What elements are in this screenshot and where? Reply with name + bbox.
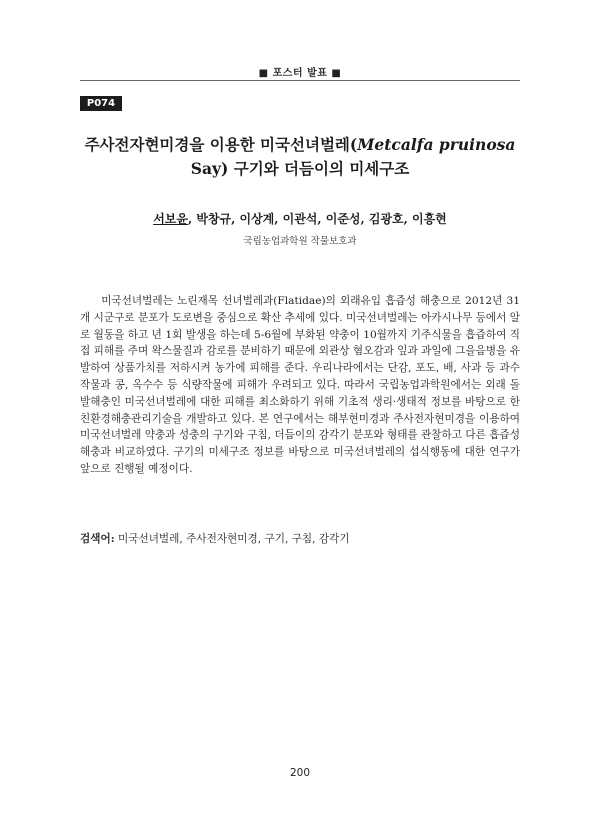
paper-title <box>70 133 530 181</box>
keywords-text: 미국선녀벌레, 주사전자현미경, 구기, 구침, 감각기 <box>114 533 350 545</box>
scientific-name: Metcalfa pruinosa <box>357 135 516 154</box>
presenting-author: 서보윤 <box>153 212 188 226</box>
header-divider <box>80 80 520 81</box>
section-header: ■ 포스터 발표 ■ <box>258 68 342 79</box>
title-part-1: 주사전자현미경을 이용한 미국선녀벌레( <box>84 135 358 154</box>
poster-id-badge: P074 <box>80 96 122 111</box>
keywords <box>80 531 520 547</box>
abstract-body: 미국선녀벌레는 노린재목 선녀벌레과(Flatidae)의 외래유입 흡즙성 해충으로 2012년 31개 시군구로 분포가 도로변을 중심으로 확산 추세에 있다. 미국선녀벌레는 아카시나무 등에서 알로 월동을 하고 년 1회 발생을 하는데 5-6월에 부화된 약충이 10월까지 기주식물을 흡즙하여 직접 피해를 주며 왁스물질과 감로를 분비하기 때문에 외관상 혐오감과 잎과 과일에 그을음병을 유발하여 상품가치를 저하시켜 농가에 피해를 준다. 우리나라에서는 단감, 포도, 배, 사과 등 과수작물과 콩, 옥수수 등 식량작물에 피해가 우려되고 있다. 따라서 국립농업과학원에서는 외래 돌발해충인 미국선녀벌레에 대한 피해를 최소화하기 위해 기초적 생리·생태적 정보를 바탕으로 한 친환경해충관리기술을 개발하고 있다. 본 연구에서는 해부현미경과 주사전자현미경을 이용하여 미국선녀벌레 약충과 성충의 구기와 구침, 더듬이의 감각기 분포와 형태를 관찰하고 다른 흡즙성 해충과 비교하였다. 구기의 미세구조 정보를 바탕으로 미국선녀벌레의 섭식행동에 대한 연구가 앞으로 진행될 예정이다. <box>80 295 520 475</box>
co-authors: , 박창규, 이상계, 이관석, 이준성, 김광호, 이흥현 <box>187 212 447 226</box>
keywords-label: 검색어: <box>80 533 115 545</box>
affiliation: 국립농업과학원 작물보호과 <box>243 236 357 247</box>
title-part-2: Say) 구기와 더듬이의 미세구조 <box>190 159 410 178</box>
author-list <box>0 210 600 227</box>
page-number: 200 <box>289 767 311 779</box>
